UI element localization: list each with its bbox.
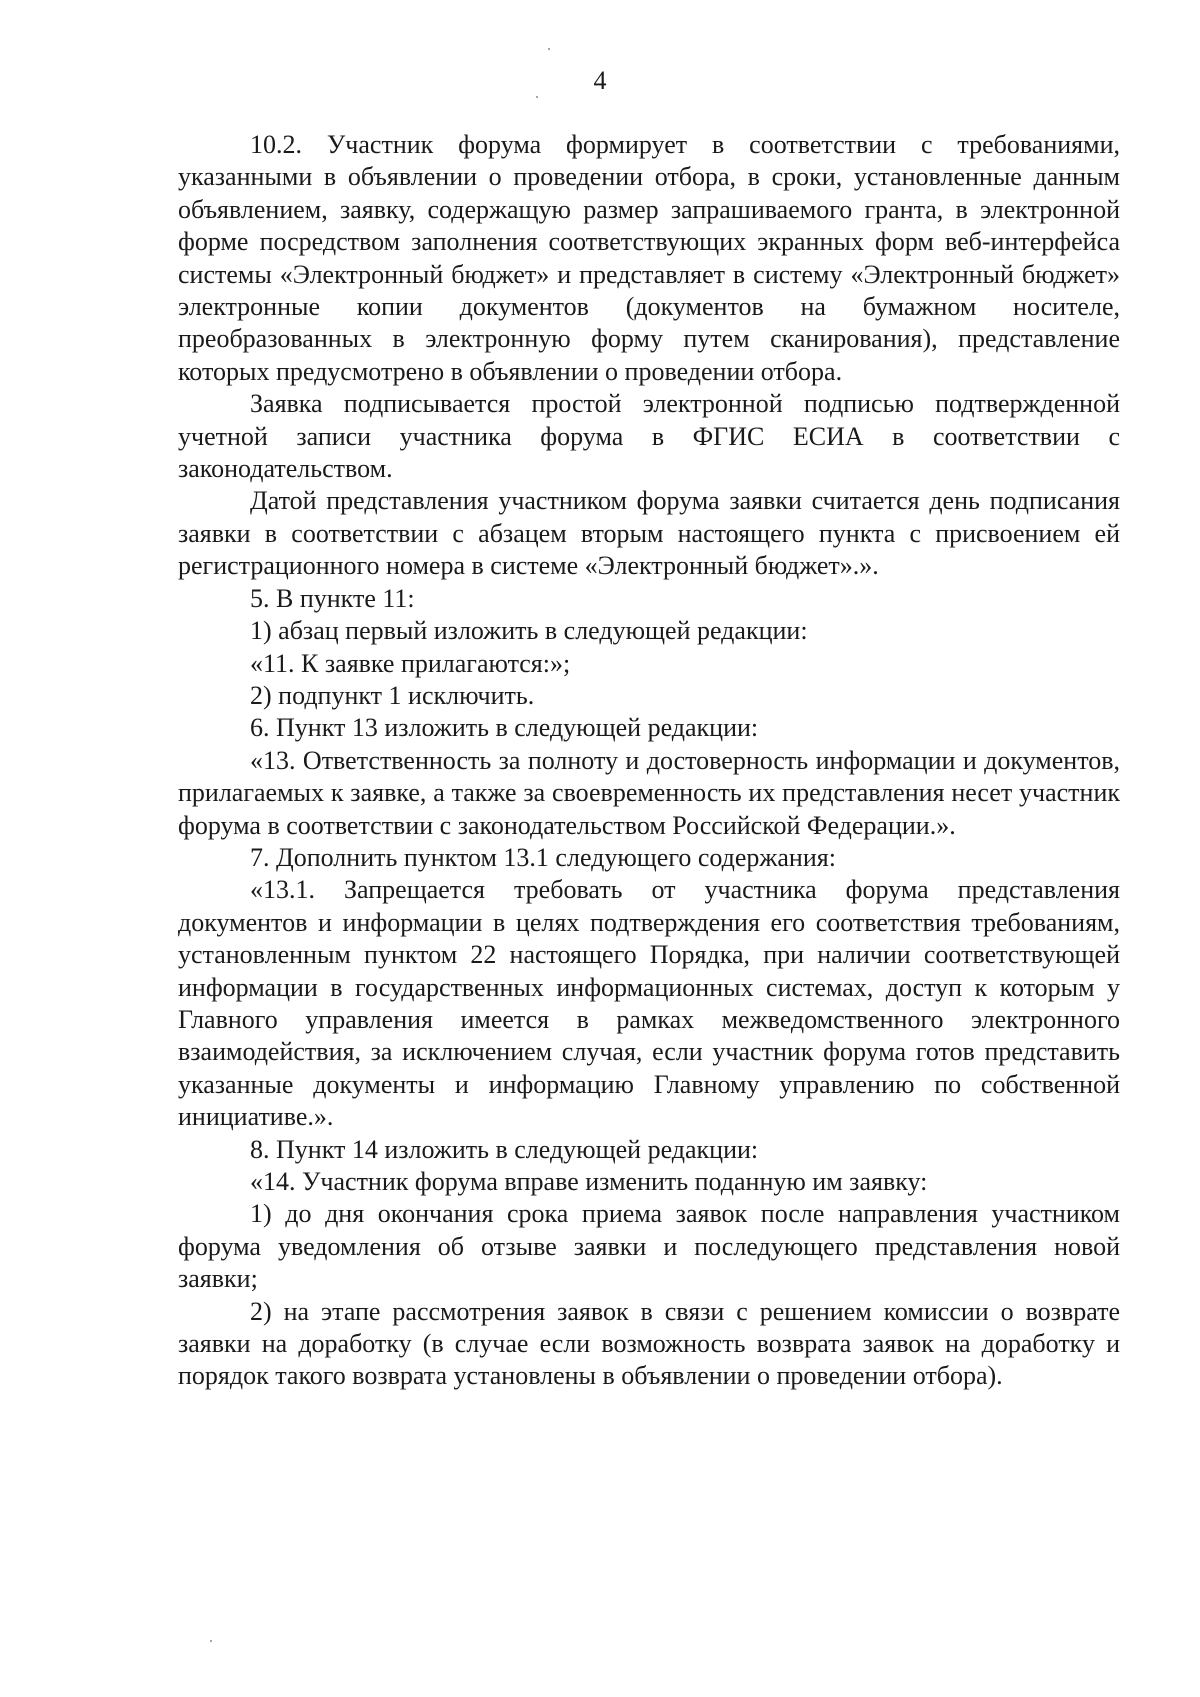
paragraph-quote-14: «14. Участник форума вправе изменить поданную им заявку: [250,1167,928,1196]
scan-speck [536,96,538,98]
paragraph-item-5: 5. В пункте 11: [250,583,415,613]
page-number: 4 [593,66,607,95]
paragraph-quote-13-1: «13.1. Запрещается требовать от участника форума представления документов и информации в целях подтверждения его соответствия требованиям, установленным пунктом 22 настоящего Порядка, при наличии соответствующей информации в государственных информационных системах, доступ к которым у Главного управления имеется в рамках межведомственного электронного взаимодействия, за исключением случая, если участник форума готов представить указанные документы и информацию Главному управлению по собственной инициативе.». [178,875,1120,1132]
paragraph-quote-14-sub-2: 2) на этапе рассмотрения заявок в связи с решением комиссии о возврате заявки на доработку (в случае если возможность возврата заявок на доработку и порядок такого возврата установлены в объявлении о проведении отбора). [178,1296,1120,1391]
paragraph-item-5-sub-1: 1) абзац первый изложить в следующей редакции: [250,616,808,646]
scan-speck [548,48,550,50]
paragraph-item-7: 7. Дополнить пунктом 13.1 следующего содержания: [250,842,836,872]
paragraph-signature: Заявка подписывается простой электронной подписью подтвержденной учетной записи участника форума в ФГИС ЕСИА в соответствии с законодательством. [178,389,1120,484]
document-body [178,129,1120,1393]
paragraph-quote-11: «11. К заявке прилагаются:»; [250,648,571,678]
paragraph-item-5-sub-2: 2) подпункт 1 исключить. [250,680,535,710]
paragraph-quote-13: «13. Ответственность за полноту и достоверность информации и документов, прилагаемых к заявке, а также за своевременность их представления несет участник форума в соответствии с законодательством Российской Федерации.». [178,745,1120,840]
scan-speck [210,1640,212,1642]
paragraph-item-8: 8. Пункт 14 изложить в следующей редакции: [250,1134,759,1164]
paragraph-submission-date: Датой представления участником форума заявки считается день подписания заявки в соответствии с абзацем вторым настоящего пункта с присвоением ей регистрационного номера в системе «Электронный бюджет».». [178,486,1120,581]
paragraph-quote-14-sub-1: 1) до дня окончания срока приема заявок после направления участником форума уведомления об отзыве заявки и последующего представления новой заявки; [178,1199,1120,1294]
paragraph-item-6: 6. Пункт 13 изложить в следующей редакции: [250,713,759,743]
paragraph-10-2: 10.2. Участник форума формирует в соответствии с требованиями, указанными в объявлении о проведении отбора, в сроки, установленные данным объявлением, заявку, содержащую размер запрашиваемого гранта, в электронной форме посредством заполнения соответствующих экранных форм веб-интерфейса системы «Электронный бюджет» и представляет в систему «Электронный бюджет» электронные копии документов (документов на бумажном носителе, преобразованных в электронную форму путем сканирования), представление которых предусмотрено в объявлении о проведении отбора. [178,130,1120,386]
